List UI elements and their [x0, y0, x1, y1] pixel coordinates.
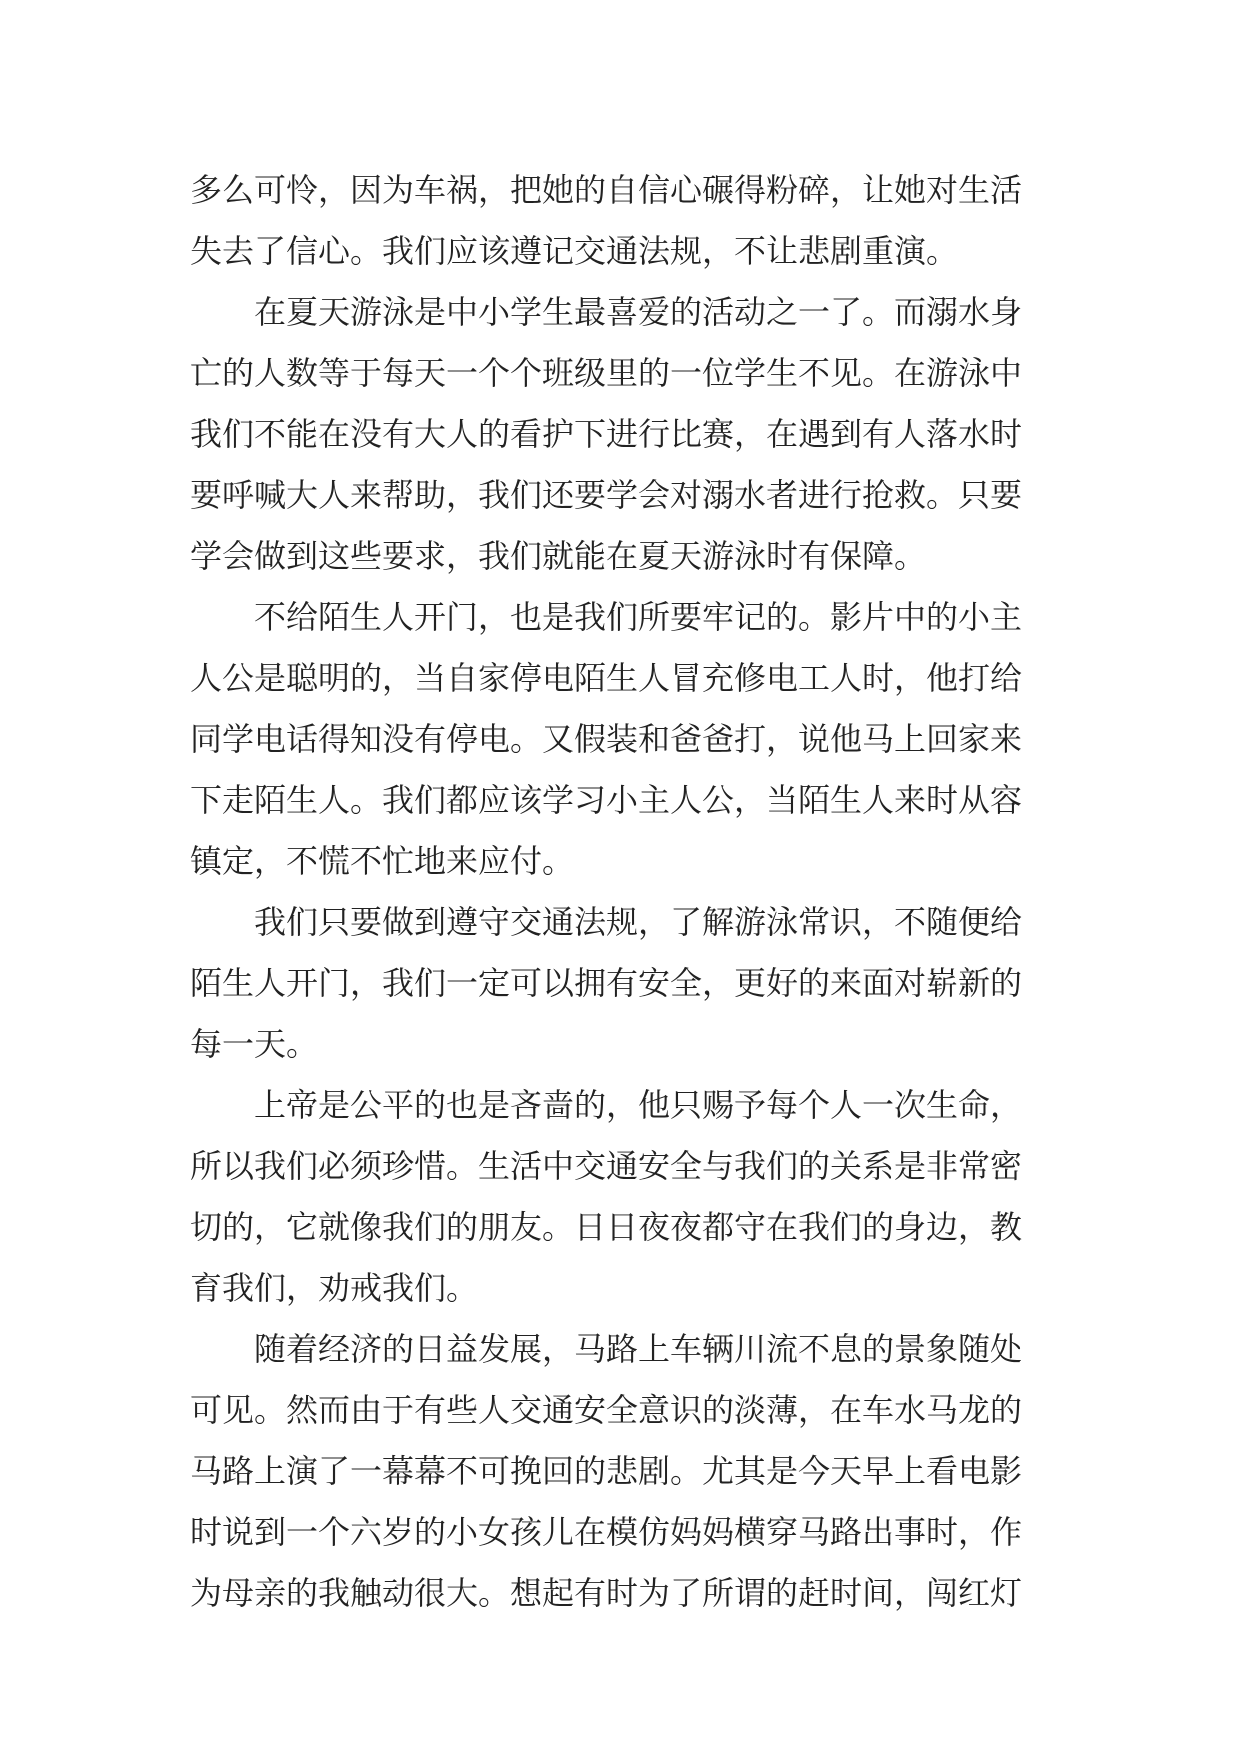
text-line: 要呼喊大人来帮助，我们还要学会对溺水者进行抢救。只要: [190, 476, 1023, 514]
text-line: 镇定，不慌不忙地来应付。: [190, 842, 575, 880]
text-line: 陌生人开门，我们一定可以拥有安全，更好的来面对崭新的: [190, 964, 1023, 1002]
text-line: 下走陌生人。我们都应该学习小主人公，当陌生人来时从容: [190, 781, 1023, 819]
text-line: 随着经济的日益发展，马路上车辆川流不息的景象随处: [254, 1330, 1023, 1368]
text-line: 在夏天游泳是中小学生最喜爱的活动之一了。而溺水身: [254, 293, 1023, 331]
paragraph-6: [190, 1319, 1060, 1624]
text-line: 马路上演了一幕幕不可挽回的悲剧。尤其是今天早上看电影: [190, 1452, 1023, 1490]
paragraph-3: [190, 587, 1060, 892]
paragraph-4: [190, 892, 1060, 1075]
text-line: 我们不能在没有大人的看护下进行比赛，在遇到有人落水时: [190, 415, 1023, 453]
text-line: 每一天。: [190, 1025, 319, 1063]
text-line: 不给陌生人开门，也是我们所要牢记的。影片中的小主: [254, 598, 1023, 636]
text-line: 可见。然而由于有些人交通安全意识的淡薄，在车水马龙的: [190, 1391, 1023, 1429]
text-line: 亡的人数等于每天一个个班级里的一位学生不见。在游泳中: [190, 354, 1023, 392]
text-line: 上帝是公平的也是吝啬的，他只赐予每个人一次生命，: [254, 1086, 1023, 1124]
text-line: 同学电话得知没有停电。又假装和爸爸打，说他马上回家来: [190, 720, 1023, 758]
text-line: 学会做到这些要求，我们就能在夏天游泳时有保障。: [190, 537, 927, 575]
paragraph-2: [190, 282, 1060, 587]
text-line: 我们只要做到遵守交通法规，了解游泳常识，不随便给: [254, 903, 1023, 941]
text-line: 育我们，劝戒我们。: [190, 1269, 479, 1307]
text-line: 时说到一个六岁的小女孩儿在模仿妈妈横穿马路出事时，作: [190, 1513, 1023, 1551]
text-line: 失去了信心。我们应该遵记交通法规，不让悲剧重演。: [190, 232, 959, 270]
document-body: [190, 160, 1060, 1624]
text-line: 人公是聪明的，当自家停电陌生人冒充修电工人时，他打给: [190, 659, 1023, 697]
text-line: 多么可怜，因为车祸，把她的自信心碾得粉碎，让她对生活: [190, 171, 1023, 209]
text-line: 切的，它就像我们的朋友。日日夜夜都守在我们的身边，教: [190, 1208, 1023, 1246]
paragraph-1: [190, 160, 1060, 282]
text-line: 为母亲的我触动很大。想起有时为了所谓的赶时间，闯红灯: [190, 1574, 1023, 1612]
paragraph-5: [190, 1075, 1060, 1319]
text-line: 所以我们必须珍惜。生活中交通安全与我们的关系是非常密: [190, 1147, 1023, 1185]
